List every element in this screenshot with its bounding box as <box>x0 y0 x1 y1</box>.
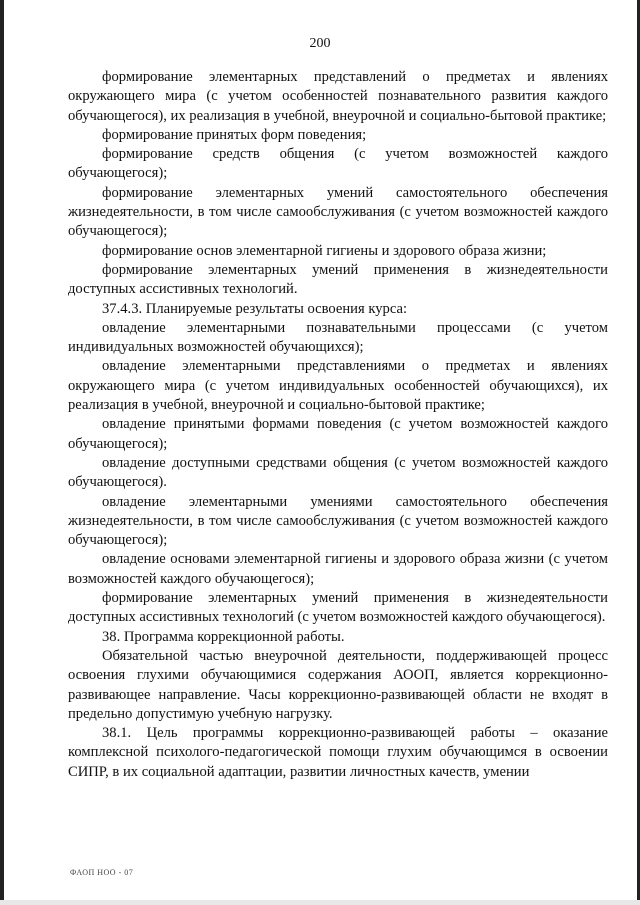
footer-document-code: ФАОП НОО - 07 <box>70 868 134 877</box>
paragraph: формирование элементарных представлений о предметах и явлениях окружающего мира (с учетом особенностей познавательного развития каждого обучающегося), их реализация в учебной, внеурочной и социально-бытовой практике; <box>68 69 608 124</box>
paragraph: формирование средств общения (с учетом возможностей каждого обучающегося); <box>68 146 608 182</box>
paragraph: Обязательной частью внеурочной деятельности, поддерживающей процесс освоения глухими обучающимися содержания АООП, является коррекционно-развивающее направление. Часы коррекционно-развивающей области не входят в предельно допустимую учебную нагрузку. <box>68 647 608 722</box>
scan-border-left <box>0 0 4 905</box>
paragraph: овладение элементарными умениями самостоятельного обеспечения жизнедеятельности, в том числе самообслуживания (с учетом возможностей каждого обучающегося); <box>68 493 608 549</box>
paragraph: овладение элементарными познавательными процессами (с учетом индивидуальных возможностей обучающихся); <box>68 319 608 356</box>
section-heading: 37.4.3. Планируемые результаты освоения курса: <box>102 300 408 317</box>
body-text <box>68 68 608 782</box>
paragraph: формирование основ элементарной гигиены и здорового образа жизни; <box>102 242 547 259</box>
paragraph: овладение принятыми формами поведения (с учетом возможностей каждого обучающегося); <box>68 416 608 452</box>
paragraph: формирование элементарных умений применения в жизнедеятельности доступных ассистивных технологий (с учетом возможностей каждого обучающегося). <box>68 590 608 626</box>
paragraph: формирование элементарных умений самостоятельного обеспечения жизнедеятельности, в том числе самообслуживания (с учетом возможностей каждого обучающегося); <box>68 184 608 240</box>
paragraph: овладение элементарными представлениями о предметах и явлениях окружающего мира (с учетом индивидуальных особенностей обучающихся), их реализация в учебной, внеурочной и социально-бытовой практике; <box>68 358 608 414</box>
paragraph: овладение основами элементарной гигиены и здорового образа жизни (с учетом возможностей каждого обучающегося); <box>68 551 608 587</box>
scan-border-bottom <box>0 900 640 905</box>
paragraph: 38.1. Цель программы коррекционно-развивающей работы – оказание комплексной психолого-педагогической помощи глухим обучающимся в освоении СИПР, в их социальной адаптации, развитии личностных качеств, умении <box>68 725 608 780</box>
paragraph: формирование элементарных умений применения в жизнедеятельности доступных ассистивных технологий. <box>68 261 608 298</box>
paragraph: формирование принятых форм поведения; <box>102 126 367 143</box>
section-heading: 38. Программа коррекционной работы. <box>102 628 345 645</box>
paragraph: овладение доступными средствами общения (с учетом возможностей каждого обучающегося). <box>68 454 608 491</box>
page-number: 200 <box>309 36 331 51</box>
